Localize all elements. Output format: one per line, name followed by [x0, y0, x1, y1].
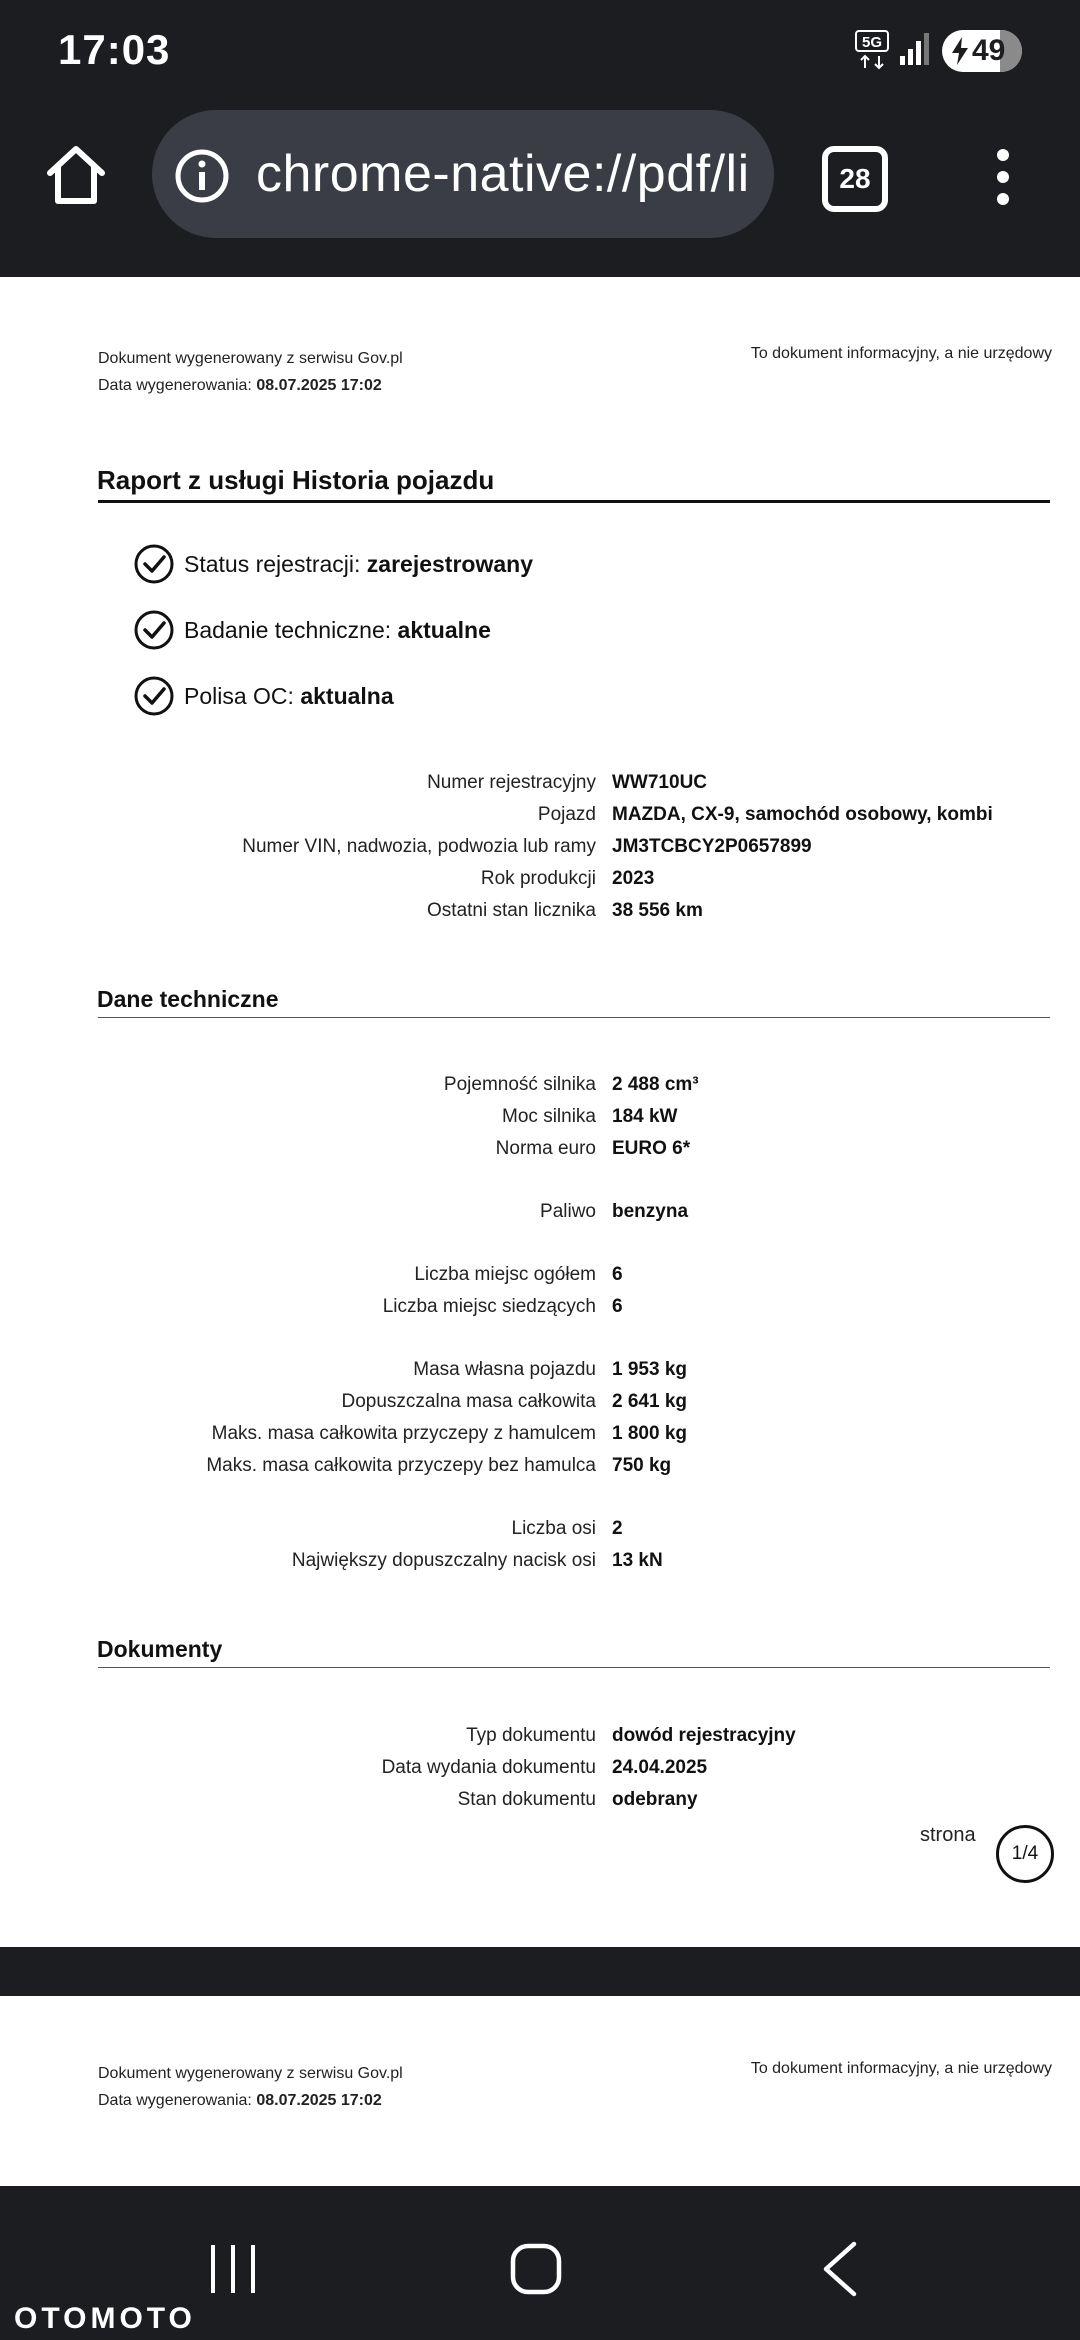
check-circle-icon — [134, 610, 174, 650]
section-divider — [98, 1667, 1050, 1668]
pdf-page-1[interactable] — [0, 277, 1080, 1947]
title-divider — [98, 500, 1050, 503]
technical-row: Liczba osi 2 — [511, 1518, 623, 1539]
technical-row: Pojemność silnika 2 488 cm³ — [443, 1074, 699, 1095]
back-icon[interactable] — [820, 2240, 858, 2298]
address-bar[interactable] — [152, 110, 774, 238]
section-title-technical: Dane techniczne — [97, 986, 279, 1012]
pdf-page-2[interactable] — [0, 1996, 1080, 2186]
recent-apps-icon[interactable] — [208, 2242, 258, 2296]
signal-icon — [898, 32, 932, 66]
status-registration: Status rejestracji: zarejestrowany — [134, 542, 533, 586]
status-insurance: Polisa OC: aktualna — [134, 674, 394, 718]
charging-bolt-icon — [950, 36, 970, 66]
network-5g-icon — [855, 30, 889, 70]
technical-row: Dopuszczalna masa całkowita 2 641 kg — [341, 1391, 687, 1412]
doc-generated-date: Data wygenerowania: 08.07.2025 17:02 — [98, 377, 382, 394]
technical-row: Maks. masa całkowita przyczepy z hamulcem 1 800 kg — [211, 1423, 687, 1444]
technical-row: Paliwo benzyna — [540, 1201, 689, 1222]
section-title-documents: Dokumenty — [97, 1636, 223, 1662]
browser-toolbar — [0, 100, 1080, 270]
more-menu-icon[interactable] — [990, 146, 1016, 208]
technical-row: Liczba miejsc ogółem 6 — [414, 1264, 623, 1285]
section-divider — [98, 1017, 1050, 1018]
doc-generated-date: Data wygenerowania: 08.07.2025 17:02 — [98, 2092, 382, 2109]
technical-row: Moc silnika 184 kW — [502, 1106, 678, 1127]
info-icon[interactable] — [174, 148, 230, 204]
document-row: Typ dokumentu dowód rejestracyjny — [466, 1725, 796, 1746]
network-type-label: 5G — [861, 34, 883, 51]
home-nav-icon[interactable] — [510, 2242, 562, 2296]
tab-switcher-button[interactable]: 28 — [822, 146, 888, 212]
vehicle-row: Pojazd MAZDA, CX-9, samochód osobowy, kombi — [537, 804, 993, 825]
doc-source: Dokument wygenerowany z serwisu Gov.pl — [98, 350, 403, 367]
technical-row: Norma euro EURO 6* — [495, 1138, 691, 1159]
status-bar — [0, 0, 1080, 100]
check-circle-icon — [134, 544, 174, 584]
vehicle-row: Ostatni stan licznika 38 556 km — [427, 900, 703, 921]
page-label: strona — [920, 1824, 976, 1846]
report-title: Raport z usługi Historia pojazdu — [97, 465, 495, 495]
doc-header-left — [98, 2060, 403, 2114]
status-technical-inspection: Badanie techniczne: aktualne — [134, 608, 491, 652]
check-circle-icon — [134, 676, 174, 716]
document-row: Stan dokumentu odebrany — [457, 1789, 698, 1810]
vehicle-row: Numer rejestracyjny WW710UC — [427, 772, 708, 793]
technical-row: Masa własna pojazdu 1 953 kg — [413, 1359, 687, 1380]
technical-row: Największy dopuszczalny nacisk osi 13 kN — [291, 1550, 663, 1571]
home-icon[interactable] — [44, 143, 108, 207]
doc-disclaimer: To dokument informacyjny, a nie urzędowy — [750, 345, 1052, 362]
vehicle-row: Rok produkcji 2023 — [480, 868, 655, 889]
clock: 17:03 — [58, 26, 171, 73]
doc-header-left — [98, 345, 403, 399]
battery-indicator — [942, 30, 1022, 72]
battery-percent: 49 — [972, 34, 1006, 67]
page-number-badge: 1/4 — [996, 1825, 1054, 1883]
vehicle-row: Numer VIN, nadwozia, podwozia lub ramy JM3TCBCY2P0657899 — [242, 836, 812, 857]
watermark-logo: OTOMOTO — [14, 2302, 196, 2335]
technical-row: Maks. masa całkowita przyczepy bez hamulca 750 kg — [206, 1455, 672, 1476]
doc-source: Dokument wygenerowany z serwisu Gov.pl — [98, 2065, 403, 2082]
doc-disclaimer: To dokument informacyjny, a nie urzędowy — [750, 2060, 1052, 2077]
document-row: Data wydania dokumentu 24.04.2025 — [381, 1757, 708, 1778]
technical-row: Liczba miejsc siedzących 6 — [382, 1296, 623, 1317]
url-text[interactable]: chrome-native://pdf/li — [256, 145, 750, 203]
